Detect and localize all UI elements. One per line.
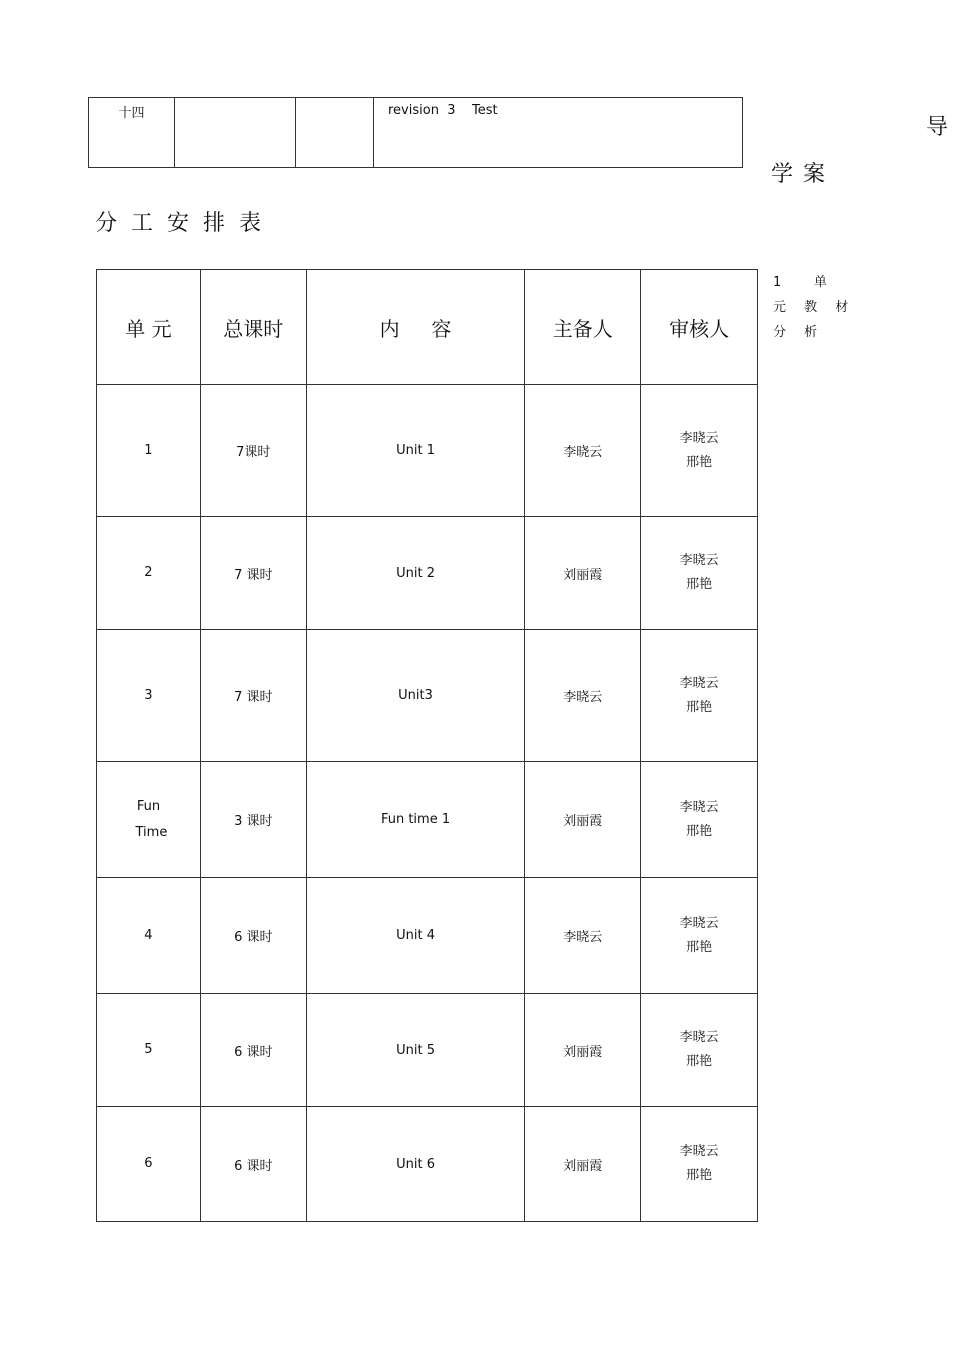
table-row: [97, 762, 758, 878]
hours-cell: 6 课时: [200, 1107, 306, 1222]
side-unit-analysis: [773, 270, 863, 345]
reviewer-cell: [641, 385, 758, 517]
unit-label: 3: [144, 687, 153, 703]
reviewer-name: 邢艳: [686, 577, 713, 592]
reviewer-cell: [641, 1107, 758, 1222]
unit-label: 1: [144, 442, 153, 458]
reviewer-cell: [641, 994, 758, 1107]
preparer-cell: 李晓云: [525, 878, 641, 994]
empty-cell: [296, 98, 374, 168]
reviewer-name: 邢艳: [686, 1054, 713, 1069]
table-row: [97, 385, 758, 517]
unit-cell: [97, 994, 201, 1107]
previous-table-fragment: [88, 97, 743, 168]
unit-cell: [97, 385, 201, 517]
hours-cell: 6 课时: [200, 878, 306, 994]
reviewer-cell: [641, 630, 758, 762]
reviewer-name: 邢艳: [686, 454, 713, 470]
hours-cell: 3 课时: [200, 762, 306, 878]
lesson-index-cell: 十四: [89, 98, 175, 168]
hours-cell: 7课时: [200, 385, 306, 517]
reviewer-name: 李晓云: [679, 430, 719, 446]
unit-cell: [97, 1107, 201, 1222]
reviewer-name: 李晓云: [679, 1144, 719, 1159]
table-row: [97, 878, 758, 994]
unit-cell: [97, 878, 201, 994]
header-reviewer: 审核人: [641, 270, 758, 385]
page-title: 分工安排表: [95, 211, 276, 236]
header-preparer: 主备人: [525, 270, 641, 385]
schedule-table: [96, 269, 758, 1222]
empty-cell: [175, 98, 296, 168]
header-unit: 单 元: [97, 270, 201, 385]
unit-cell: [97, 517, 201, 630]
reviewer-name: 邢艳: [686, 1168, 713, 1183]
header-content: 内 容: [306, 270, 525, 385]
content-cell: Unit 5: [306, 994, 525, 1107]
content-cell: Unit 2: [306, 517, 525, 630]
unit-cell: [97, 630, 201, 762]
unit-label: Fun: [136, 798, 161, 814]
reviewer-cell: [641, 517, 758, 630]
reviewer-name: 李晓云: [679, 1030, 719, 1045]
reviewer-cell: [641, 878, 758, 994]
unit-label: 2: [144, 565, 153, 580]
reviewer-name: 李晓云: [679, 799, 719, 815]
table-row: [97, 1107, 758, 1222]
preparer-cell: 刘丽霞: [525, 517, 641, 630]
reviewer-name: 邢艳: [686, 939, 713, 955]
side-text-dao: 导: [926, 115, 958, 140]
content-cell: Unit 6: [306, 1107, 525, 1222]
reviewer-name: 邢艳: [686, 823, 713, 839]
reviewer-name: 李晓云: [679, 553, 719, 568]
preparer-cell: 刘丽霞: [525, 1107, 641, 1222]
table-row: [97, 994, 758, 1107]
preparer-cell: 李晓云: [525, 630, 641, 762]
unit-label: 6: [144, 1156, 153, 1171]
content-cell: Unit3: [306, 630, 525, 762]
reviewer-name: 李晓云: [679, 675, 719, 691]
table-row: [97, 630, 758, 762]
unit-label: 5: [144, 1042, 153, 1057]
reviewer-name: 李晓云: [679, 915, 719, 931]
hours-cell: 7 课时: [200, 630, 306, 762]
table-row: [89, 98, 743, 168]
preparer-cell: 李晓云: [525, 385, 641, 517]
table-header-row: [97, 270, 758, 385]
unit-label: Time: [135, 824, 168, 840]
reviewer-cell: [641, 762, 758, 878]
content-cell: Fun time 1: [306, 762, 525, 878]
header-total-hours: 总课时: [200, 270, 306, 385]
side-unit-analysis-line: 1 单: [773, 275, 829, 290]
content-cell: Unit 4: [306, 878, 525, 994]
table-row: [97, 517, 758, 630]
preparer-cell: 刘丽霞: [525, 994, 641, 1107]
unit-cell: [97, 762, 201, 878]
preparer-cell: 刘丽霞: [525, 762, 641, 878]
unit-label: 4: [144, 927, 153, 943]
lesson-content-cell: revision 3 Test: [374, 98, 743, 168]
hours-cell: 7 课时: [200, 517, 306, 630]
side-unit-analysis-line: 元 教 材: [773, 300, 856, 315]
content-cell: Unit 1: [306, 385, 525, 517]
side-unit-analysis-line: 分 析: [773, 325, 825, 340]
side-text-xuean: 学案: [771, 162, 836, 187]
reviewer-name: 邢艳: [686, 699, 713, 715]
hours-cell: 6 课时: [200, 994, 306, 1107]
